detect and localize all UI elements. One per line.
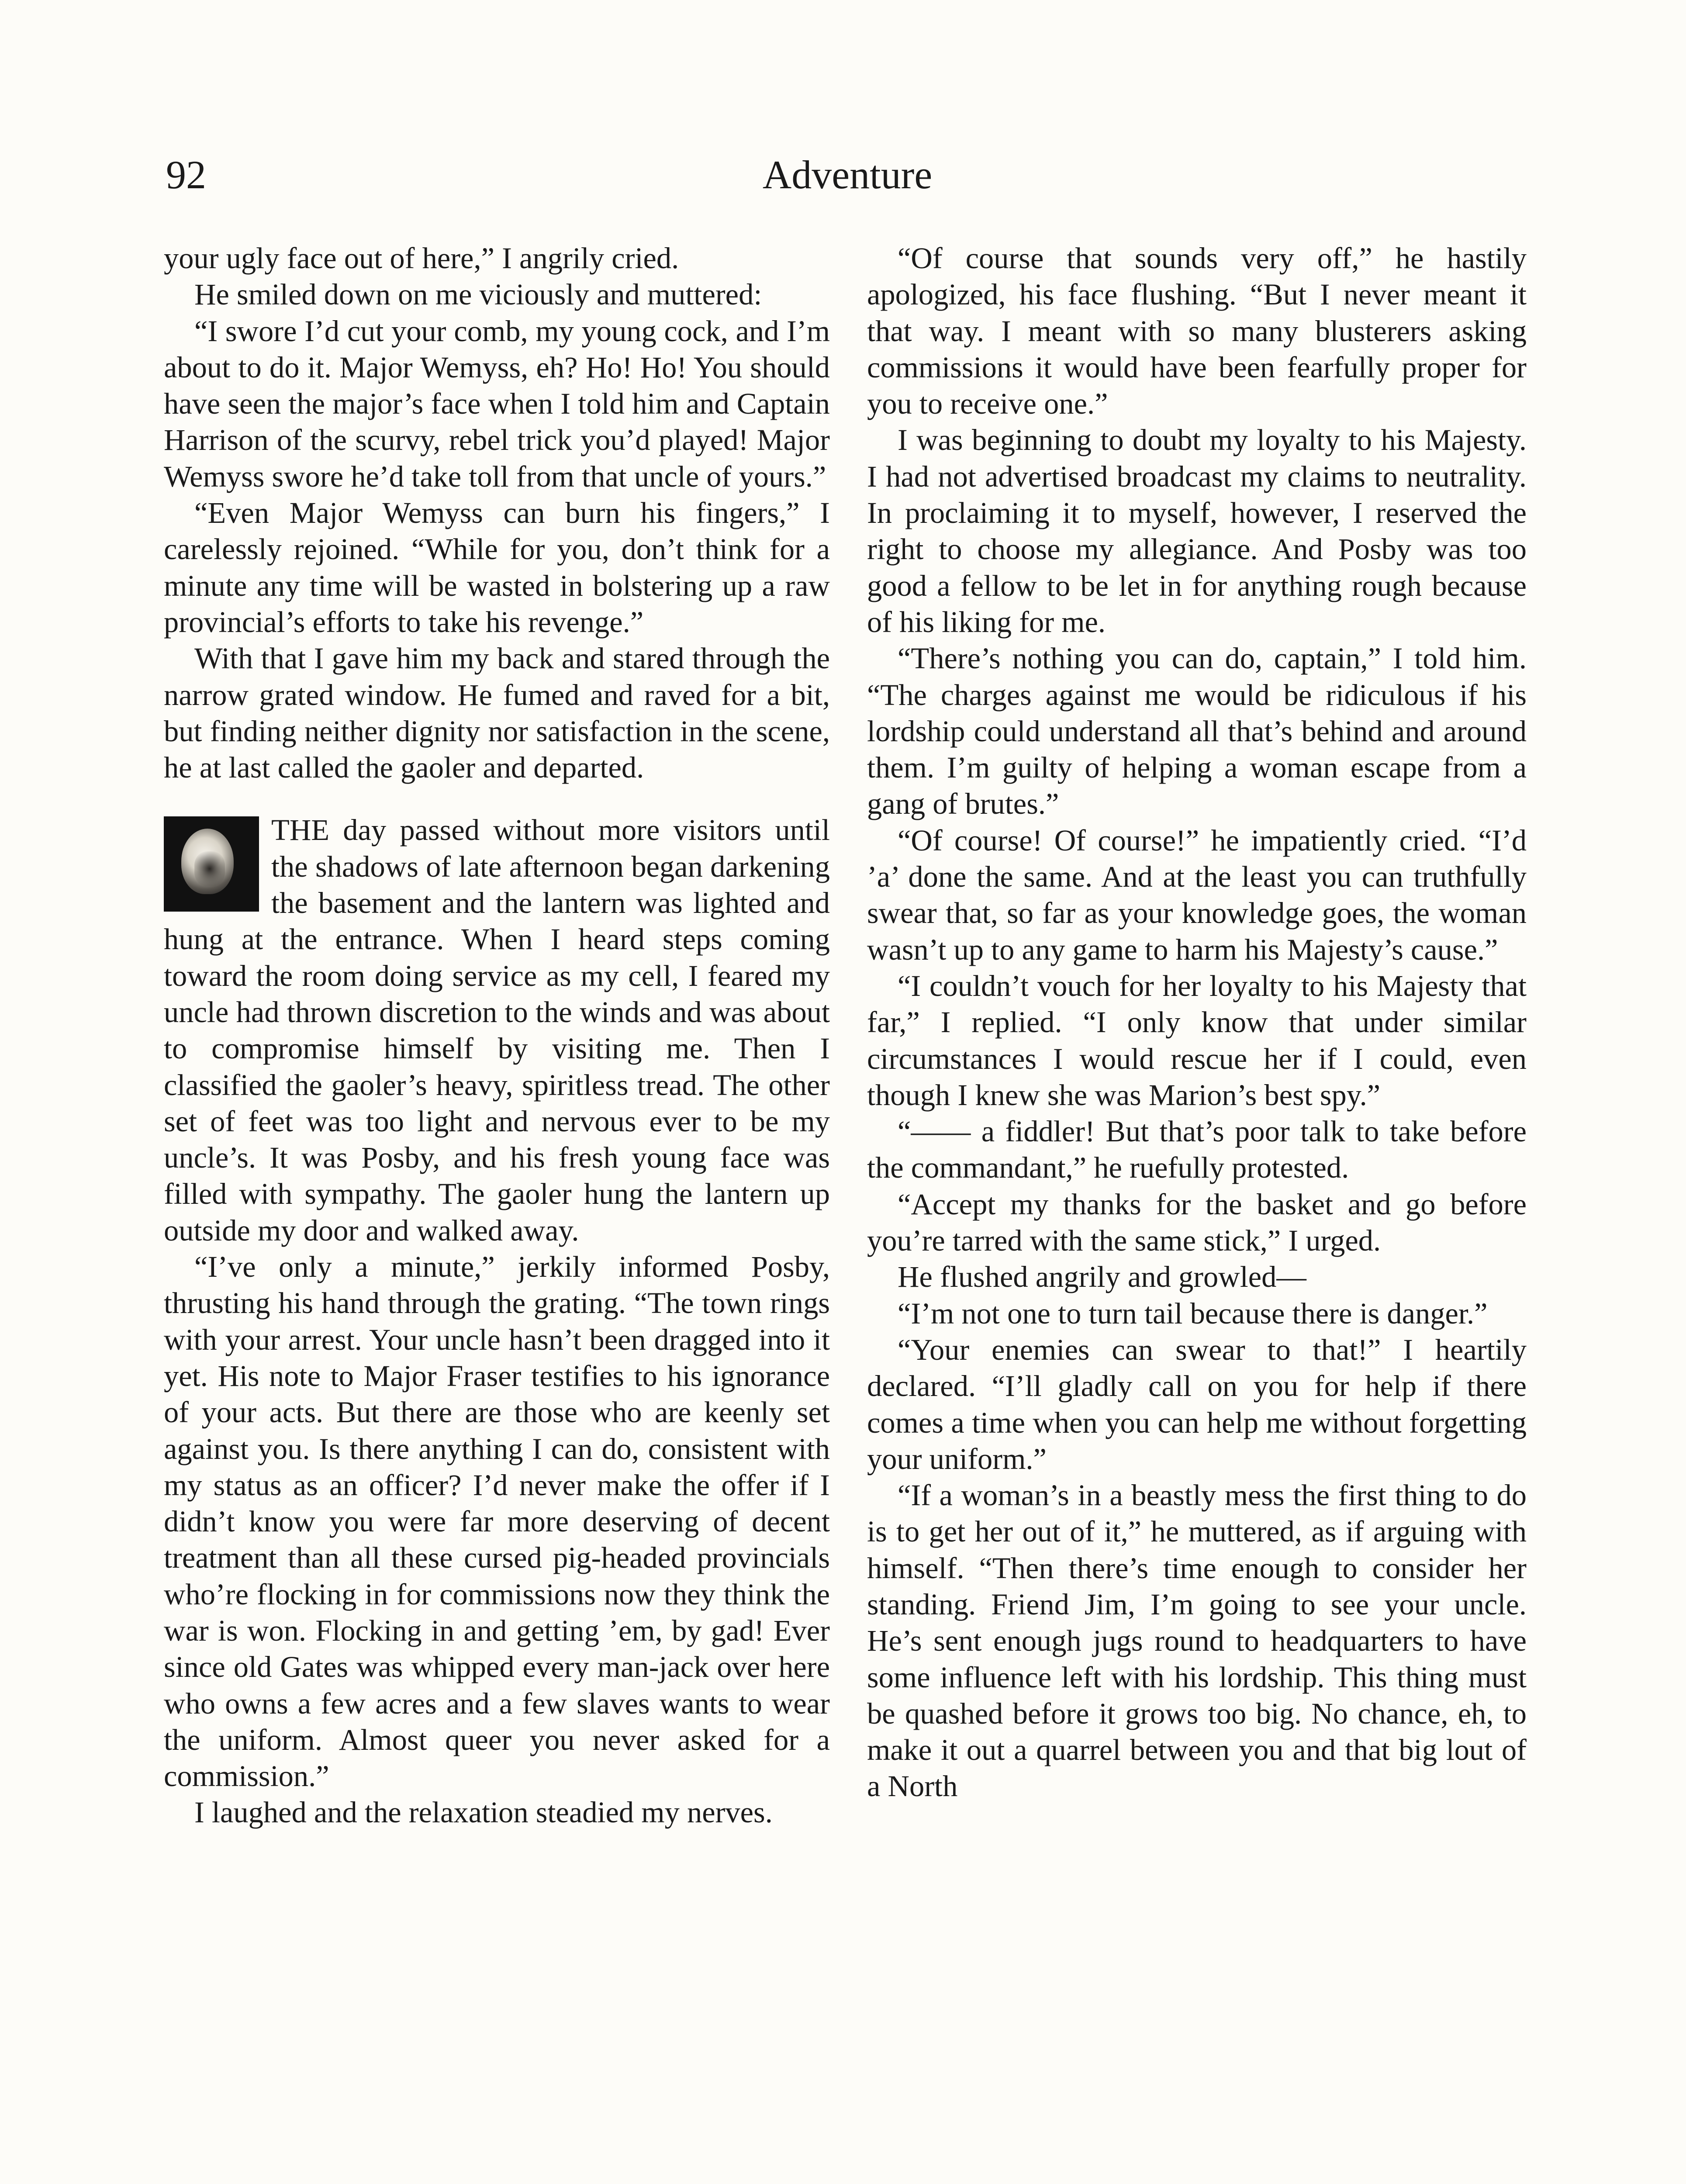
paragraph: “Of course that sounds very off,” he hastily apologized, his face flushing. “But I never meant it that way. I meant with so many blusterers asking commissions it would have been fearfully proper for you to receive one.”: [867, 242, 1527, 421]
section-break: [164, 786, 830, 812]
drop-cap-paragraph-text: THE day passed without more visitors until the shadows of late afternoon began darkening the basement and the lantern was lighted and hung at the entrance. When I heard steps coming toward the room doing service as my cell, I feared my uncle had thrown discretion to the winds and was about to compromise himself by visiting me. Then I classified the gaoler’s heavy, spiritless tread. The other set of feet was too light and nervous ever to be my uncle’s. It was Posby, and his fresh young face was filled with sympathy. The gaoler hung the lantern up outside my door and walked away.: [164, 813, 830, 1247]
right-column: [867, 240, 1527, 1805]
paragraph: “I swore I’d cut your comb, my young cock, and I’m about to do it. Major Wemyss, eh? Ho! Ho! You should have seen the major’s face when I told him and Captain Harrison of the scurvy, rebel trick you’d played! Major Wemyss swore he’d take toll from that uncle of yours.”: [164, 314, 830, 493]
left-section-paragraphs: [164, 1249, 830, 1831]
page-number: 92: [166, 152, 206, 197]
page-header: [166, 149, 1529, 205]
left-column: [164, 240, 830, 1831]
right-paragraphs: [867, 240, 1527, 1805]
paragraph: “Accept my thanks for the basket and go before you’re tarred with the same stick,” I urged.: [867, 1187, 1527, 1258]
paragraph: “Of course! Of course!” he impatiently cried. “I’d ’a’ done the same. And at the least you can truthfully swear that, so far as your knowledge goes, the woman wasn’t up to any game to harm his Majesty’s cause.”: [867, 823, 1527, 966]
paragraph: “There’s nothing you can do, captain,” I told him. “The charges against me would be ridiculous if his lordship could understand all that’s behind and around them. I’m guilty of helping a woman escape from a gang of brutes.”: [867, 642, 1527, 821]
magazine-title: Adventure: [762, 152, 933, 197]
paragraph: “I’m not one to turn tail because there is danger.”: [898, 1296, 1488, 1330]
drop-cap-paragraph: [164, 812, 830, 1249]
paragraph: He smiled down on me viciously and muttered:: [194, 278, 762, 311]
paragraph: your ugly face out of here,” I angrily cried.: [164, 242, 679, 275]
paragraph: I laughed and the relaxation steadied my nerves.: [194, 1796, 773, 1829]
paragraph: He flushed angrily and growled—: [898, 1260, 1306, 1294]
left-paragraphs: [164, 240, 830, 786]
paragraph: With that I gave him my back and stared through the narrow grated window. He fumed and raved for a bit, but finding neither dignity nor satisfaction in the scene, he at last called the gaoler and departed.: [164, 642, 830, 784]
section-opening: [164, 812, 830, 1249]
portrait-vignette-icon: [164, 816, 259, 912]
paragraph: “I’ve only a minute,” jerkily informed Posby, thrusting his hand through the grating. “The town rings with your arrest. Your uncle hasn’t been dragged into it yet. His note to Major Fraser testifies to his ignorance of your acts. But there are those who are keenly set against you. Is there anything I can do, consistent with my status as an officer? I’d never make the offer if I didn’t know you were far more deserving of decent treatment than all these cursed pig-headed provincials who’re flocking in for commissions now they think the war is won. Flocking in and getting ’em, by gad! Ever since old Gates was whipped every man-jack over here who owns a few acres and a few slaves wants to wear the uniform. Almost queer you never asked for a commission.”: [164, 1250, 830, 1793]
paragraph: “Your enemies can swear to that!” I heartily declared. “I’ll gladly call on you for help if there comes a time when you can help me without forgetting your uniform.”: [867, 1333, 1527, 1476]
paragraph: “I couldn’t vouch for her loyalty to his Majesty that far,” I replied. “I only know that under similar circumstances I would rescue her if I could, even though I knew she was Marion’s best spy.”: [867, 969, 1527, 1112]
paragraph: “—— a fiddler! But that’s poor talk to take before the commandant,” he ruefully protested.: [867, 1115, 1527, 1185]
paragraph: I was beginning to doubt my loyalty to his Majesty. I had not advertised broadcast my claims to neutrality. In proclaiming it to myself, however, I reserved the right to choose my allegiance. And Posby was too good a fellow to be let in for anything rough because of his liking for me.: [867, 423, 1527, 639]
paragraph: “If a woman’s in a beastly mess the first thing to do is to get her out of it,” he muttered, as if arguing with himself. “Then there’s time enough to consider her standing. Friend Jim, I’m going to see your uncle. He’s sent enough jugs round to headquarters to have some influence left with his lordship. This thing must be quashed before it grows too big. No chance, eh, to make it out a quarrel between you and that big lout of a North: [867, 1479, 1527, 1803]
paragraph: “Even Major Wemyss can burn his fingers,” I carelessly rejoined. “While for you, don’t think for a minute any time will be wasted in bolstering up a raw provincial’s efforts to take his revenge.”: [164, 496, 830, 639]
